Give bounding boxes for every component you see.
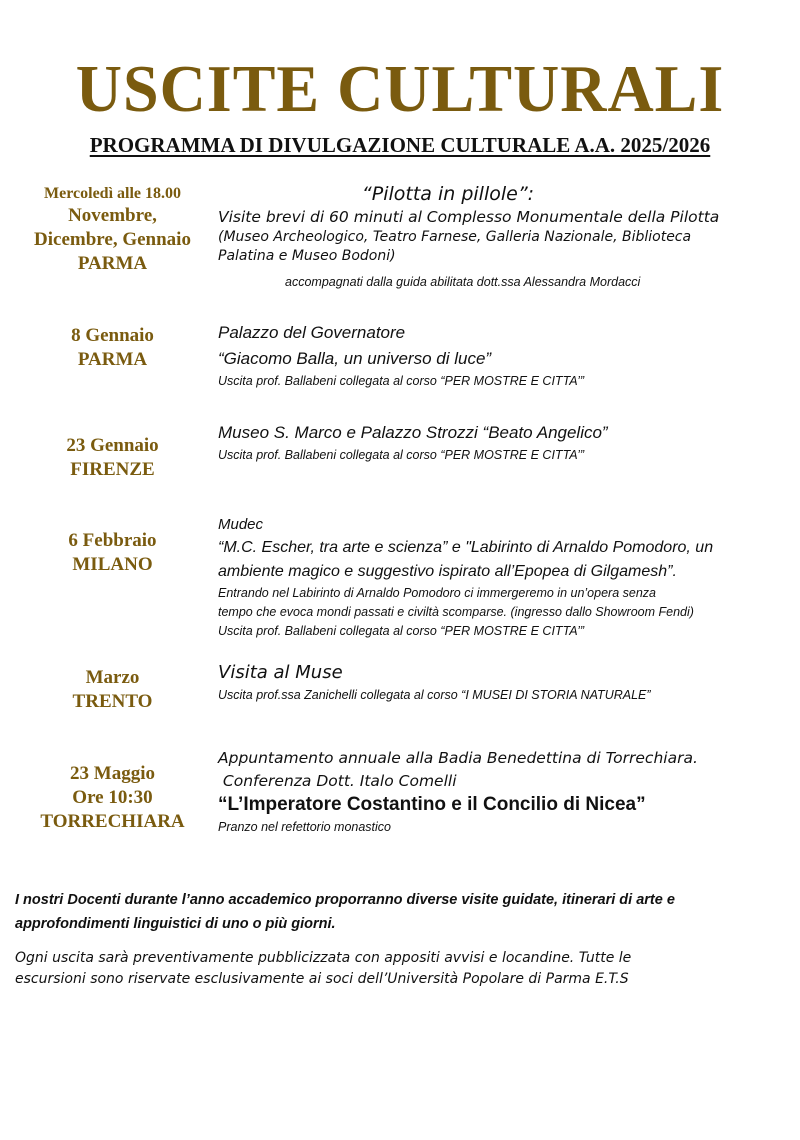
event-date-escher: [20, 529, 205, 577]
event-line: Pranzo nel refettorio monastico: [218, 820, 392, 834]
event-date-line: Ore 10:30: [72, 787, 153, 808]
event-desc-escher: [218, 514, 793, 641]
event-date-line: 8 Gennaio: [71, 325, 154, 346]
event-title: “M.C. Escher, tra arte e scienza” e "Labirinto di Arnaldo Pomodoro, un: [218, 539, 714, 556]
event-date-line: 23 Gennaio: [66, 435, 159, 456]
note-line: I nostri Docenti durante l’anno accademico proporranno diverse visite guidate, itinerari di arte e: [15, 892, 675, 908]
event-desc-pilotta: [218, 182, 793, 292]
event-line: Uscita prof. Ballabeni collegata al corso “PER MOSTRE E CITTA’”: [218, 374, 585, 388]
page-title: USCITE CULTURALI: [75, 51, 725, 126]
event-title: Museo S. Marco e Palazzo Strozzi “Beato Angelico”: [218, 423, 608, 442]
event-date-line: Mercoledì alle 18.00: [44, 185, 181, 202]
event-desc-muse: [218, 660, 793, 705]
event-line: Entrando nel Labirinto di Arnaldo Pomodoro ci immergeremo in un’opera senza: [218, 586, 656, 600]
event-line: Mudec: [218, 516, 264, 533]
event-guide: accompagnati dalla guida abilitata dott.ssa Alessandra Mordacci: [285, 275, 641, 289]
event-desc-torrechiara: [218, 746, 793, 837]
event-date-line: PARMA: [77, 253, 148, 274]
event-date-torrechiara: [20, 762, 205, 834]
event-title: “Pilotta in pillole”:: [361, 183, 535, 205]
event-date-line: 23 Maggio: [70, 763, 155, 784]
event-line: Palatina e Museo Bodoni): [218, 248, 396, 264]
event-title: ambiente magico e suggestivo ispirato all’Epopea di Gilgamesh”.: [218, 563, 677, 580]
event-date-line: TRENTO: [72, 691, 153, 712]
event-date-line: PARMA: [77, 349, 148, 370]
event-date-muse: [20, 666, 205, 714]
note-line: approfondimenti linguistici di uno o più giorni.: [15, 916, 336, 932]
event-date-line: Dicembre, Gennaio: [34, 229, 191, 250]
event-line: Visite brevi di 60 minuti al Complesso Monumentale della Pilotta: [218, 208, 720, 226]
event-line: Appuntamento annuale alla Badia Benedettina di Torrechiara.: [218, 749, 698, 767]
event-line: Uscita prof. Ballabeni collegata al corso “PER MOSTRE E CITTA’”: [218, 448, 585, 462]
event-date-line: Marzo: [85, 667, 140, 688]
event-desc-balla: [218, 320, 793, 391]
event-line: tempo che evoca mondi passati e civiltà scomparse. (ingresso dallo Showroom Fendi): [218, 605, 694, 619]
event-date-angelico: [20, 434, 205, 482]
event-date-line: MILANO: [72, 554, 153, 575]
event-line: (Museo Archeologico, Teatro Farnese, Galleria Nazionale, Biblioteca: [218, 229, 692, 245]
event-date-pilotta: [20, 184, 205, 276]
event-date-balla: [20, 324, 205, 372]
event-date-line: TORRECHIARA: [40, 811, 185, 832]
event-line: Uscita prof.ssa Zanichelli collegata al corso “I MUSEI DI STORIA NATURALE”: [218, 688, 651, 702]
note-line: Ogni uscita sarà preventivamente pubblicizzata con appositi avvisi e locandine. Tutte le: [15, 950, 632, 966]
event-title: Visita al Muse: [218, 662, 343, 683]
event-title: “L’Imperatore Costantino e il Concilio di Nicea”: [218, 794, 646, 815]
event-date-line: Novembre,: [68, 205, 157, 226]
note-info: [15, 948, 795, 990]
event-date-line: 6 Febbraio: [68, 530, 157, 551]
event-line: Uscita prof. Ballabeni collegata al corso “PER MOSTRE E CITTA’”: [218, 624, 585, 638]
event-line: Palazzo del Governatore: [218, 323, 406, 342]
note-docenti: [15, 888, 795, 936]
note-line: escursioni sono riservate esclusivamente ai soci dell’Università Popolare di Parma E.T.S: [15, 971, 629, 987]
event-title: “Giacomo Balla, un universo di luce”: [218, 349, 492, 368]
event-date-line: FIRENZE: [70, 459, 155, 480]
page-subtitle: PROGRAMMA DI DIVULGAZIONE CULTURALE A.A. 2025/2026: [89, 133, 711, 157]
event-line: Conferenza Dott. Italo Comelli: [218, 772, 457, 790]
event-desc-angelico: [218, 420, 793, 465]
